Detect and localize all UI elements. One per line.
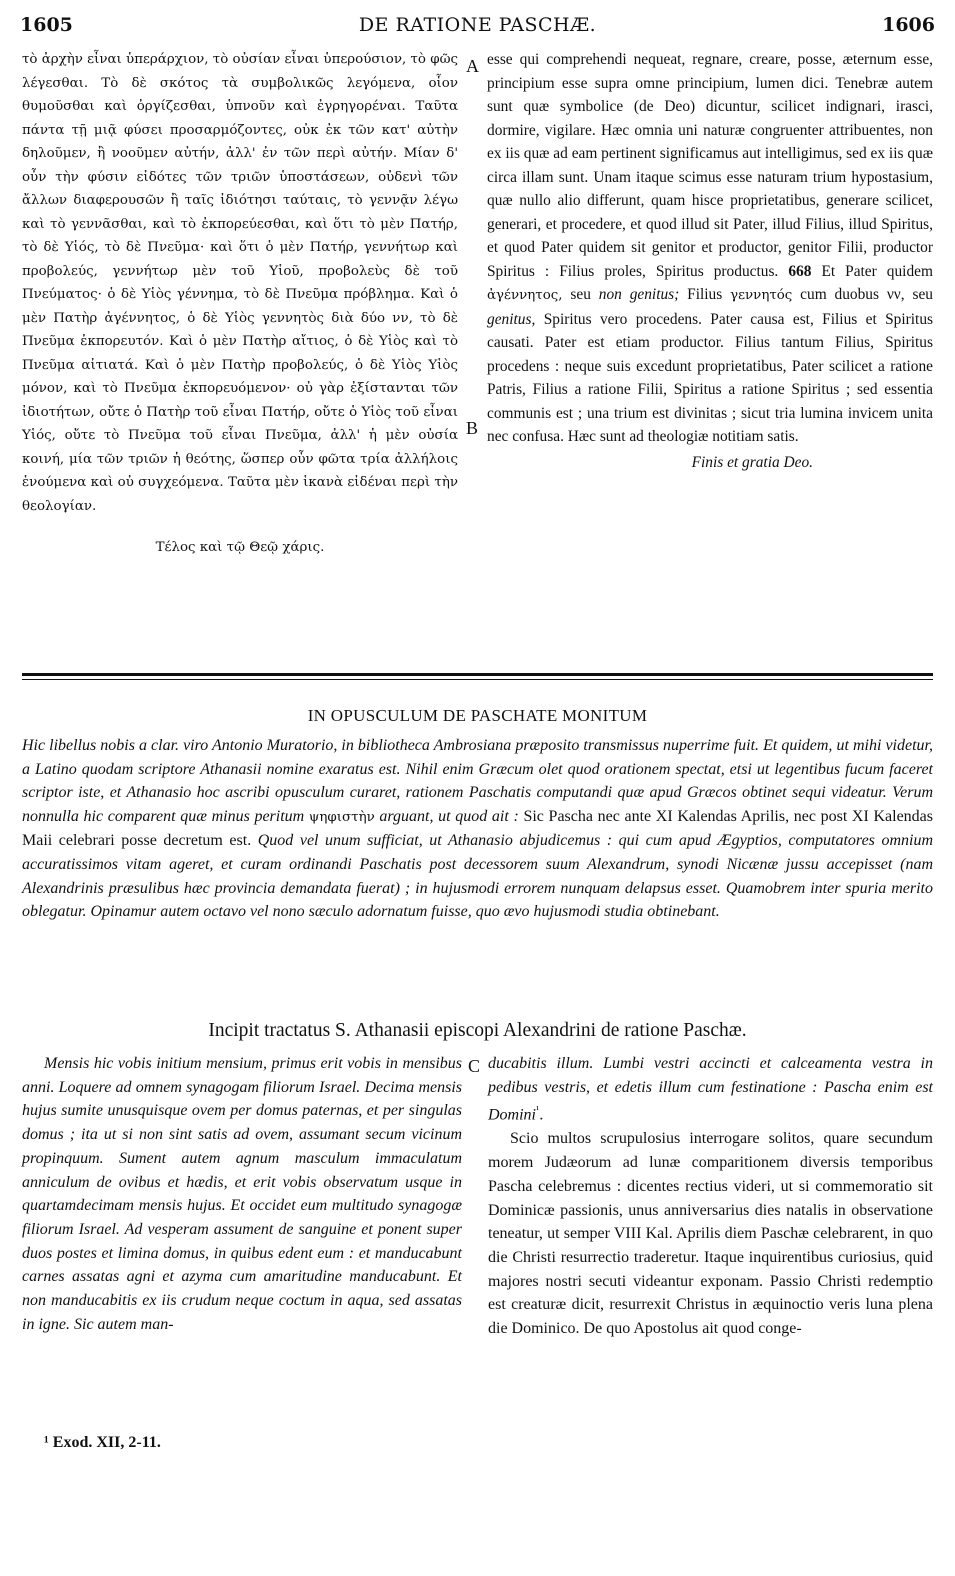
monitum-text — [22, 734, 933, 924]
latin-text-part-2: Et Pater quidem — [821, 262, 933, 280]
footnote: ¹ Exod. XII, 2-11. — [44, 1434, 161, 1451]
treatise-text: Scio multos scrupulosius interrogare solitos, quare secundum morem Judæorum ad lunæ comparitionem diversis temporibus Pascha celebremus : dicentes rectius videri, ut si commemoratio sit Dominicæ passionis, unus anniversarius dies natalis in observatione teneatur, ut semper VIII Kal. Aprilis diem Paschæ celebrarent, in quo die Christi resurrectio traderetur. Itaque inquirentibus curiosius, quid majores nostri secuti videantur exponam. Passio Christi redemptio est creaturæ dicit, resurrexit Christus in æquinoctio veris luna plena die Dominico. De quo Apostolus ait quod conge- — [488, 1130, 933, 1338]
page-number-left: 1605 — [20, 14, 73, 36]
treatise-column-right — [488, 1052, 933, 1341]
running-title: DE RATIONE PASCHÆ. — [358, 14, 597, 36]
monitum-title: IN OPUSCULUM DE PASCHATE MONITUM — [307, 706, 648, 725]
running-header — [20, 14, 935, 44]
section-marker-a: A — [466, 56, 479, 76]
greek-closing: Τέλος καὶ τῷ Θεῷ χάρις. — [155, 540, 325, 555]
page-number-right: 1606 — [882, 14, 935, 36]
monitum-part-2: arguant, ut quod ait : — [379, 807, 519, 825]
exodus-quotation-continued — [488, 1052, 933, 1127]
section-marker-c: C — [468, 1056, 481, 1076]
greek-text: τὸ ἀρχὴν εἶναι ὑπεράρχιον, τὸ οὐσίαν εἶναι ὑπερούσιον, τὸ φῶς λέγεσθαι. Τὸ δὲ σκότος τὰ συμβολικῶς λεγόμενα, οἷον θυμοῦσθαι καὶ ὀργίζεσθαι, ὑπνοῦν καὶ ἐγρηγορέναι. Ταῦτα πάντα τῇ μιᾷ φύσει προσαρμόζοντες, οὐκ ἐκ τῶν κατ' αὐτὴν δηλοῦμεν, ἢ νοοῦμεν αὐτήν, ἀλλ' ἐν τῶν περὶ αὐτήν. Μίαν δ' οὖν τὴν φύσιν εἰδότες τῶν τριῶν ὑποστάσεων, οὐδενὶ τῶν ἄλλων διαφερουσῶν ἢ ταῖς ἰδιότησι ταύταις, τὸ γεννᾷν λέγω καὶ τὸ γεννᾶσθαι, καὶ τὸ ἐκπορεύεσθαι, καὶ ὅτι τὸ μὲν Πατήρ, τὸ δὲ Υἱός, τὸ δὲ Πνεῦμα· καὶ ὅτι ὁ μὲν Πατήρ, γεννήτωρ καὶ προβολεύς, γεννήτωρ μὲν τοῦ Υἱοῦ, προβολεὺς δὲ τοῦ Πνεύματος· ὁ δὲ Υἱὸς γέννημα, τὸ δὲ Πνεῦμα πρόβλημα. Καὶ ὁ μὲν Πατὴρ ἀγέννητος, ὁ δὲ Υἱὸς γεννητὸς διὰ δύο νν, τὸ δὲ Πνεῦμα ἐκπορευτόν. Καὶ ὁ μὲν Πατὴρ αἴτιος, ὁ δὲ Υἱὸς καὶ τὸ Πνεῦμα αἰτιατά. Καὶ ὁ μὲν Πατὴρ προβολεύς, ὁ δὲ Υἱὸς Υἱὸς μόνον, καὶ τὸ Πνεῦμα ἐκπορευόμενον· οὐ γὰρ ἐξίστανται τῶν ἰδιοτήτων, οὔτε ὁ Πατὴρ τοῦ εἶναι Πατήρ, οὔτε ὁ Υἱὸς τοῦ εἶναι Υἱός, οὔτε τὸ Πνεῦμα τοῦ εἶναι Πνεῦμα, ἀλλ' ἡ μὲν οὐσία κοινή, μία τῶν τριῶν ἡ θεότης, ὥσπερ οὖν φῶτα τρία ἀλλήλοις ἑνούμενα καὶ οὐ συγχεόμενα. Ταῦτα μὲν ἱκανὰ εἰδέναι περὶ τὴν θεολογίαν. — [22, 52, 459, 514]
latin-column-top — [487, 48, 933, 474]
latin-italic-non-genitus: non genitus; — [598, 286, 680, 303]
latin-text-part-6: Spiritus vero procedens. Pater causa est, Filius et Spiritus causati. Pater est etiam productor. Filius tantum Filius, Spiritus procedens : neque suis excedunt proprietatibus, Pater scilicet a ratione Patris, Filius a ratione Filii, Spiritus a ratione Spiritus ; sed essentia communis est ; una trium est divinitas ; sicut tria lumina invicem unita nec confusa. Hæc sunt ad theologiæ notitiam satis. — [487, 310, 934, 445]
section-marker-b: B — [466, 418, 479, 438]
monitum-part-1: Hic libellus nobis a clar. viro Antonio Muratorio, in bibliotheca Ambrosiana præposito transmissus nuperrime fuit. Et quidem, ut mihi videtur, a Latino quodam scriptore Athanasii nomine exaratus est. Nihil enim Græcum olet quod orationem spectat, etsi ut legentibus fucum faceret scriptor iste, et Athanasio hoc ascribi opusculum curaret, rationem Paschatis computandi quæ apud Græcos obtinet sequi videatur. Verum nonnulla hic comparent quæ minus peritum — [22, 737, 933, 825]
section-rule-thick — [22, 673, 933, 676]
monitum-greek-term: ψηφιστὴν — [308, 809, 375, 825]
treatise-title: Incipit tractatus S. Athanasii episcopi Alexandrini de ratione Paschæ. — [208, 1020, 747, 1041]
latin-text — [487, 48, 933, 449]
greek-column-top — [22, 48, 458, 560]
latin-text-part-4: Filius — [687, 286, 723, 303]
latin-italic-genitus: genitus, — [487, 310, 536, 328]
footnote-ref: ¹ — [536, 1104, 540, 1117]
monitum-quoted-decree: Sic Pascha nec ante XI Kalendas Aprilis, nec post XI Kalendas Maii celebrari posse decretum est. — [22, 807, 934, 850]
exodus-continued-end: . — [539, 1106, 544, 1124]
exodus-quotation-column — [22, 1052, 462, 1336]
column-number: 668 — [788, 262, 812, 280]
exodus-continued-text: ducabitis illum. Lumbi vestri accincti et calceamenta vestra in pedibus vestris, et edetis illum cum festinatione : Pascha enim est Domini — [488, 1055, 933, 1124]
section-rule-thin — [22, 679, 933, 680]
latin-text-part-3: seu — [570, 286, 591, 303]
latin-closing: Finis et gratia Deo. — [691, 453, 813, 471]
latin-text-part-1: esse qui comprehendi nequeat, regnare, creare, posse, æternum esse, principium esse supra omne principium, lumen dici. Tenebræ autem sunt quæ symbolice (de Deo) dicuntur, scilicet indignari, irasci, dormire, vigilare. Hæc omnia uni naturæ congruenter attribuentes, non ex iis quæ ad eam pertinent significamus aut intelligimus, sed ex iis quæ circa illam sunt. Unam itaque scimus esse naturam trium hypostasium, quæ nullo alio differunt, quam hisce proprietatibus, generare scilicet, generari, et procedere, et quod illud sit Pater, illud Filius, illud Spiritus, et quod Pater quidem sit genitor et productor, genitor Filii, productor Spiritus : Filius proles, Spiritus productus. — [487, 51, 933, 280]
latin-text-part-5: cum duobus νν, seu — [800, 286, 933, 303]
exodus-quotation: Mensis hic vobis initium mensium, primus erit vobis in mensibus anni. Loquere ad omnem synagogam filiorum Israel. Decima mensis hujus sumite unusquisque ovem per domus paternas, et per singulas domus ; ita ut si non sint satis ad ovem, assumant secum vicinum propinquum. Sument autem agnum masculum immaculatum anniculum de ovibus et hædis, et erit vobis observatum usque in quartamdecimam mensis hujus. Et occidet eum multitudo synagogæ filiorum Israel. Ad vesperam assument de sanguine et ponent super duos postes et limina domus, in quibus edent eum : et manducabunt carnes assatas agni et azyma cum amaritudine manducabunt. Et non manducabitis ex iis crudum neque coctum in aqua, sed assatas in igne. Sic autem man- — [22, 1055, 462, 1333]
greek-term-agennetos: ἀγέννητος, — [487, 288, 563, 303]
monitum-part-3: Quod vel unum sufficiat, ut Athanasio abjudicemus : qui cum apud Ægyptios, computatores omnium accuratissimos vitam ageret, et curam ordinandi Paschatis post decessorem suum Alexandrum, synodi Nicænæ jussu accepisset (nam Alexandrinis præsulibus hæc provincia demandata fuerat) ; in hujusmodi errorem nunquam delapsus esset. Quamobrem inter spuria merito oblegatur. Opinamur autem octavo vel nono sæculo adornatum fuisse, quo ævo hujusmodi studia obtinebant. — [22, 832, 933, 921]
greek-term-gennetos: γεννητός — [730, 288, 793, 303]
